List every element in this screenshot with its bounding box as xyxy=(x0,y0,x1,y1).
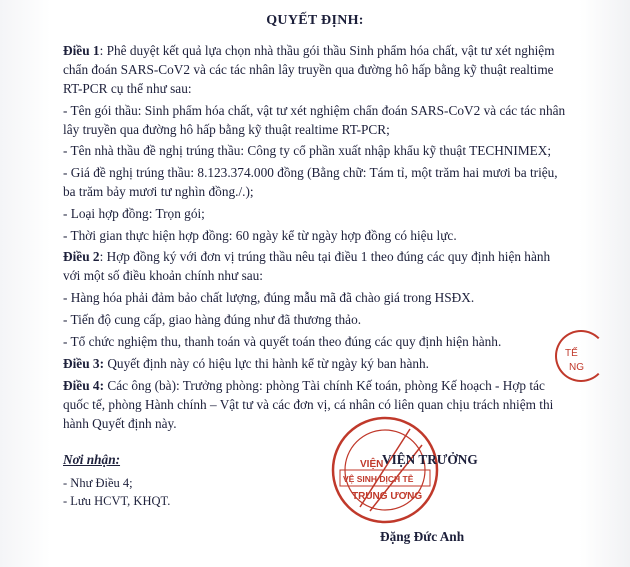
partial-stamp-text-1: TẾ xyxy=(565,348,578,359)
partial-stamp-text-2: NG xyxy=(569,362,584,373)
article-2-label: Điều 2 xyxy=(63,249,100,264)
recipients-item-2: - Lưu HCVT, KHQT. xyxy=(63,494,171,508)
article-3-text: Quyết định này có hiệu lực thi hành kể từ ngày ký ban hành. xyxy=(104,356,429,371)
recipients-item-1: - Như Điều 4; xyxy=(63,476,133,490)
price-line-1: - Giá đề nghị trúng thầu: 8.123.374.000 đồng (Bằng chữ: Tám tỉ, một trăm hai mươi ba triệu, xyxy=(63,165,558,180)
seal-text-1: VIỆN xyxy=(360,459,384,470)
article-4-text-1: Các ông (bà): Trưởng phòng: phòng Tài chính Kế toán, phòng Kế hoạch - Hợp tác xyxy=(104,378,545,393)
partial-stamp xyxy=(555,330,607,382)
contract-type-line: - Loại hợp đồng: Trọn gói; xyxy=(63,206,205,221)
duration-line: - Thời gian thực hiện hợp đồng: 60 ngày kể từ ngày hợp đồng có hiệu lực. xyxy=(63,228,457,243)
article-2-line-1 xyxy=(63,249,550,265)
article-1-label: Điều 1 xyxy=(63,43,100,58)
article-3-line xyxy=(63,356,429,372)
article-2-bullet-3: - Tổ chức nghiệm thu, thanh toán và quyết toán theo đúng các quy định hiện hành. xyxy=(63,334,502,349)
article-1-line-1 xyxy=(63,43,555,59)
signatory-title: VIỆN TRƯỞNG xyxy=(382,452,478,467)
article-4-line-3: hành Quyết định này. xyxy=(63,416,177,431)
article-1-line-2: chẩn đoán SARS-CoV2 và các tác nhân lây truyền qua đường hô hấp bằng kỹ thuật realtime xyxy=(63,62,554,77)
article-2-line-2: với một số điều khoản chính như sau: xyxy=(63,268,264,283)
article-2-text-1: : Hợp đồng ký với đơn vị trúng thầu nêu tại điều 1 theo đúng các quy định hiện hành xyxy=(99,249,551,264)
article-4-line-2: quốc tế, phòng Hành chính – Vật tư và các đơn vị, cá nhân có liên quan chịu trách nhiệm thi xyxy=(63,397,554,412)
article-2-bullet-1: - Hàng hóa phải đảm bảo chất lượng, đúng mẫu mã đã chào giá trong HSĐX. xyxy=(63,290,475,305)
recipients-label: Nơi nhận: xyxy=(63,452,121,467)
price-line-2: ba trăm bảy mươi tư nghìn đồng./.); xyxy=(63,184,254,199)
article-4-label: Điều 4: xyxy=(63,378,104,393)
package-name-line-1: - Tên gói thầu: Sinh phẩm hóa chất, vật tư xét nghiệm chẩn đoán SARS-CoV2 và các tác nhân xyxy=(63,103,566,118)
decision-title: QUYẾT ĐỊNH: xyxy=(266,13,364,28)
article-3-label: Điều 3: xyxy=(63,356,104,371)
seal-text-3: TRUNG ƯƠNG xyxy=(352,491,423,502)
article-1-line-3: RT-PCR cụ thể như sau: xyxy=(63,81,192,96)
article-4-line-1 xyxy=(63,378,545,394)
signatory-name: Đặng Đức Anh xyxy=(380,529,465,544)
package-name-line-2: lây truyền qua đường hô hấp bằng kỹ thuật realtime RT-PCR; xyxy=(63,122,390,137)
contractor-line: - Tên nhà thầu đề nghị trúng thầu: Công ty cổ phần xuất nhập khẩu kỹ thuật TECHNIMEX; xyxy=(63,143,552,158)
seal-text-2: VỆ SINH DỊCH TỄ xyxy=(343,474,414,484)
article-1-text-1: : Phê duyệt kết quả lựa chọn nhà thầu gói thầu Sinh phẩm hóa chất, vật tư xét nghiệm xyxy=(99,43,555,58)
official-seal xyxy=(330,415,440,525)
article-2-bullet-2: - Tiến độ cung cấp, giao hàng đúng như đã thương thảo. xyxy=(63,312,362,327)
